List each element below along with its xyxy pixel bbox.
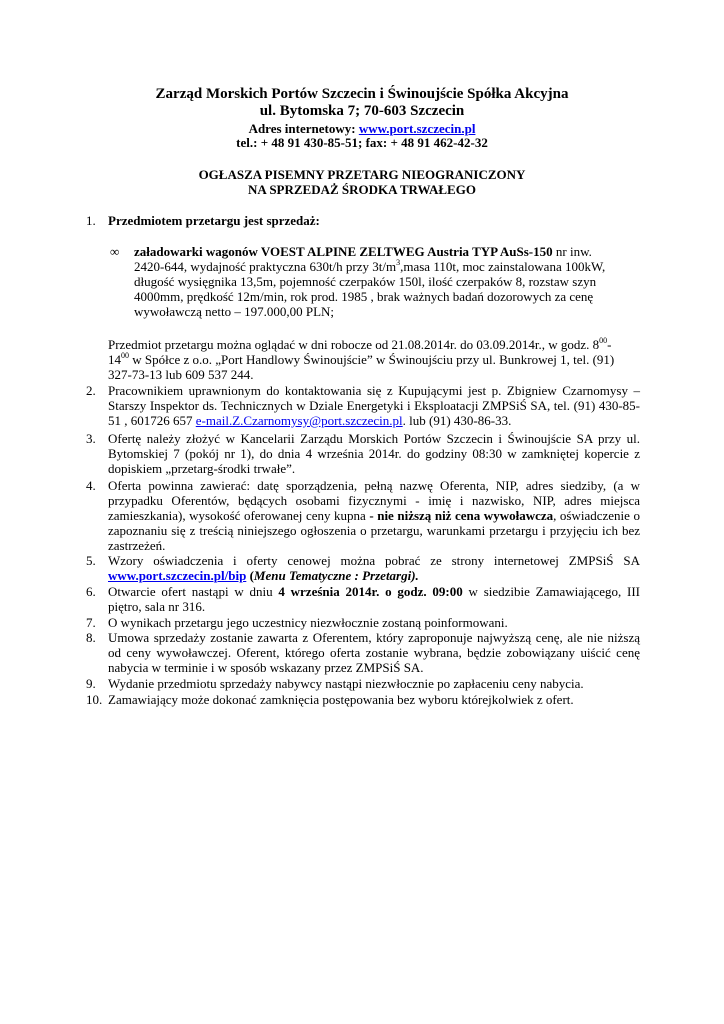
company-name: Zarząd Morskich Portów Szczecin i Świnoujście Spółka Akcyjna	[155, 86, 569, 102]
sale-object-name: załadowarki wagonów VOEST ALPINE ZELTWEG Austria TYP AuSs-150	[134, 244, 553, 259]
list-item-text: Ofertę należy złożyć w Kancelarii Zarządu Morskich Portów Szczecin i Świnoujście SA przy ul. Bytomskiej 7 (pokój nr 1), do dnia 4 września 2014r. do godziny 08:30 w zamkniętej kopercie z dopiskiem „przetarg-środki trwałe”.	[108, 431, 640, 476]
sale-object-bullet	[110, 244, 620, 319]
list-item-5	[86, 553, 640, 583]
list-item-text: Zamawiający może dokonać zamknięcia postępowania bez wyboru którejkolwiek z ofert.	[108, 692, 574, 707]
list-item-number: 5.	[86, 553, 96, 568]
list-item-number: 1.	[86, 213, 96, 228]
list-item-number: 8.	[86, 630, 96, 645]
list-item-10	[86, 692, 640, 707]
list-item-number: 4.	[86, 478, 96, 493]
list-item-text: Wzory oświadczenia i oferty cenowej można pobrać ze strony internetowej ZMPSiŚ SA www.port.szczecin.pl/bip (Menu Tematyczne : Przetargi).	[108, 553, 640, 583]
list-item-number: 9.	[86, 676, 96, 691]
company-address: ul. Bytomska 7; 70-603 Szczecin	[259, 103, 465, 119]
list-item-text: Przedmiotem przetargu jest sprzedaż:	[108, 213, 320, 228]
list-item-number: 2.	[86, 383, 96, 398]
website-label: Adres internetowy:	[248, 121, 359, 136]
contact-email-link[interactable]: e-mail.Z.Czarnomysy@port.szczecin.pl	[195, 413, 403, 428]
list-item-7	[86, 615, 640, 630]
menu-path-text: Menu Tematyczne : Przetargi).	[253, 568, 419, 583]
bip-link[interactable]: www.port.szczecin.pl/bip	[108, 568, 247, 583]
company-phone-fax: tel.: + 48 91 430-85-51; fax: + 48 91 462-42-32	[236, 135, 488, 150]
list-item-text: Otwarcie ofert nastąpi w dniu 4 września 2014r. o godz. 09:00 w siedzibie Zamawiającego, III piętro, sala nr 316.	[108, 584, 640, 614]
company-website-line	[0, 121, 724, 136]
list-item-9	[86, 676, 640, 691]
list-item-text: Umowa sprzedaży zostanie zawarta z Oferentem, który zaproponuje najwyższą cenę, ale nie niższą od ceny wywoławczej. Oferent, którego oferta zostanie wybrana, będzie zobowiązany uiścić cenę nabycia w terminie i w sposób wskazany przez ZMPSiŚ SA.	[108, 630, 640, 675]
announcement-title-line1: OGŁASZA PISEMNY PRZETARG NIEOGRANICZONY	[198, 167, 526, 182]
list-item-4	[86, 478, 640, 553]
viewing-info: Przedmiot przetargu można oglądać w dni robocze od 21.08.2014r. do 03.09.2014r., w godz. $8^{00}-14^{00}$ w Spółce z o.o. „Port Handlowy Świnoujście” w Świnoujściu przy ul. Bunkrowej 1, tel. (91) 327-73-13 lub 609 537 244.	[108, 336, 615, 382]
sale-object-description: załadowarki wagonów VOEST ALPINE ZELTWEG Austria TYP AuSs-150 nr inw. 2420-644, wydajność praktyczna 630t/h przy $3t/m^3,masa$ 110t, moc zainstalowana 100kW, długość wysięgnika 13,5m, pojemność czerpaków 150l, ilość czerpaków 8, rozstaw szyn 4000mm, prędkość 12m/min, rok prod. 1985 , brak ważnych badań dozorowych za cenę wywoławczą netto – 197.000,00 PLN;	[134, 244, 606, 319]
website-link[interactable]: www.port.szczecin.pl	[358, 121, 476, 136]
list-item-text: O wynikach przetargu jego uczestnicy niezwłocznie zostaną poinformowani.	[108, 615, 508, 630]
infinity-bullet-icon: ∞	[110, 244, 120, 259]
list-item-text: Wydanie przedmiotu sprzedaży nabywcy nastąpi niezwłocznie po zapłaceniu ceny nabycia.	[108, 676, 584, 691]
list-item-number: 3.	[86, 431, 96, 446]
opening-date: 4 września 2014r. o godz. 09:00	[278, 584, 463, 599]
announcement-title-line2: NA SPRZEDAŻ ŚRODKA TRWAŁEGO	[248, 182, 476, 197]
list-item-number: 10.	[86, 692, 103, 707]
list-item-1	[86, 213, 640, 228]
list-item-2	[86, 383, 640, 428]
list-item-3	[86, 431, 640, 476]
list-item-6	[86, 584, 640, 614]
list-item-number: 7.	[86, 615, 96, 630]
list-item-text: Pracownikiem uprawnionym do kontaktowania się z Kupującymi jest p. Zbigniew Czarnomysy – Starszy Inspektor ds. Technicznych w Dziale Energetyki i Eksploatacji ZMPSiŚ SA, tel. (91) 430-85-51 , 601726 657 e-mail.Z.Czarnomysy@port.szczecin.pl. lub (91) 430-86-33.	[108, 383, 640, 428]
list-item-text: Oferta powinna zawierać: datę sporządzenia, pełną nazwę Oferenta, NIP, adres siedziby, (a w przypadku Oferentów, będących osobami fizycznymi - imię i nazwisko, NIP, adres miejsca zamieszkania), wysokość oferowanej ceny kupna - nie niższą niż cena wywoławcza, oświadczenie o zapoznaniu się z treścią niniejszego ogłoszenia o przetargu, warunkami przetargu i przyjęciu ich bez zastrzeżeń.	[108, 478, 640, 553]
list-item-8	[86, 630, 640, 675]
list-item-number: 6.	[86, 584, 96, 599]
